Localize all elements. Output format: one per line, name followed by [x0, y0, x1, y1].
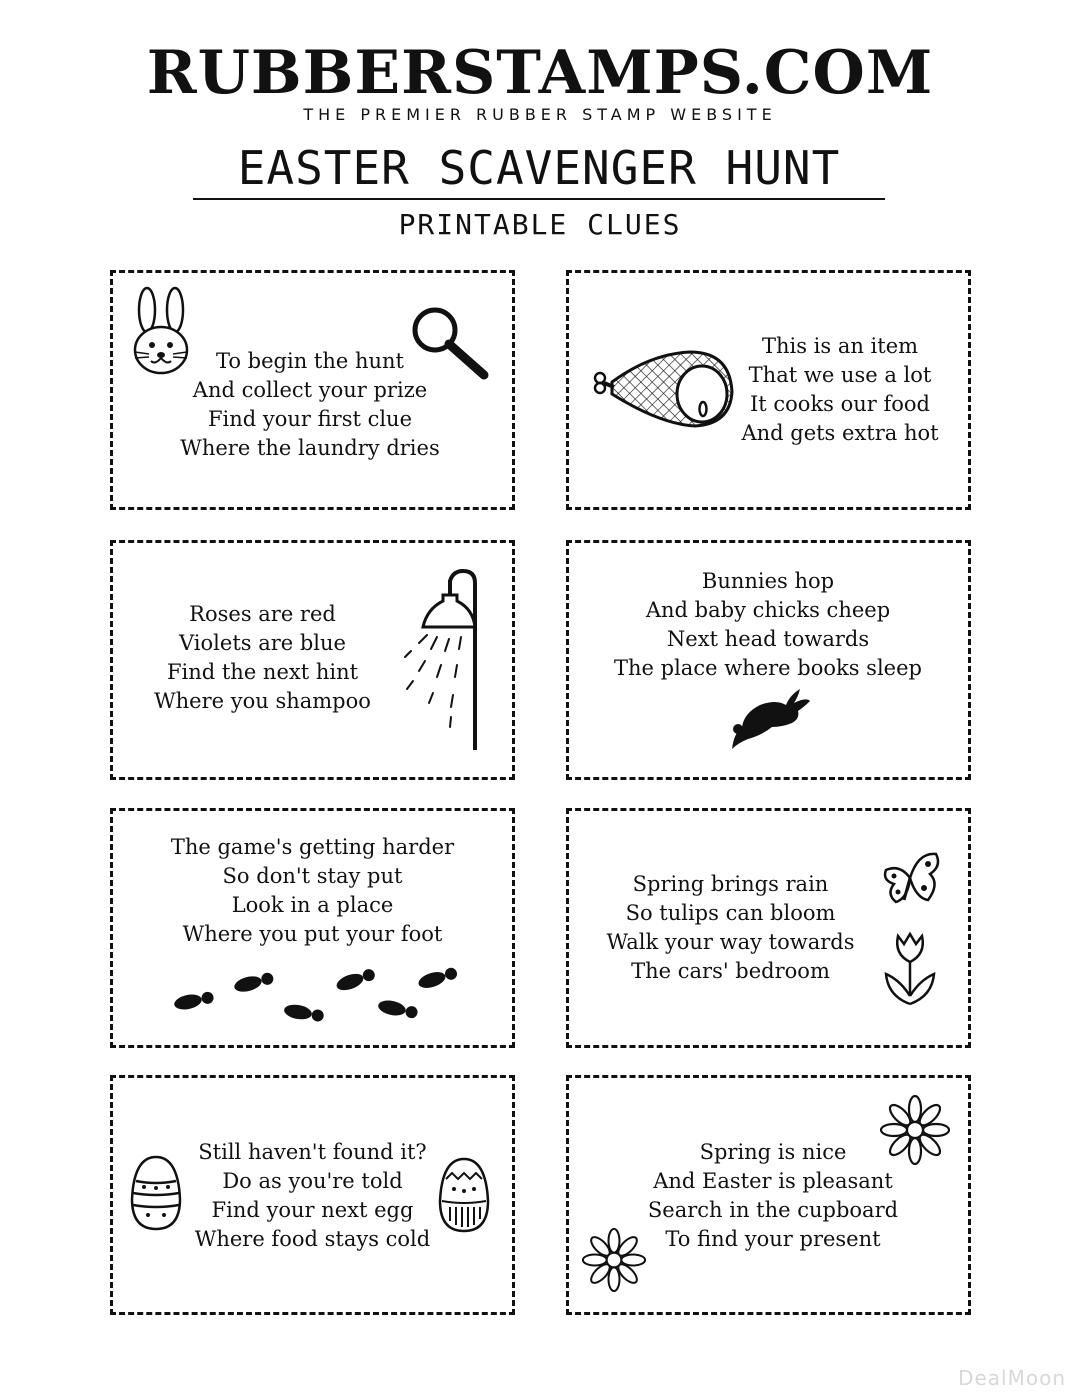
clue-line: Roses are red	[189, 602, 336, 626]
daisy-flower-icon	[582, 1228, 646, 1292]
clue-line: Where you put your foot	[182, 922, 443, 946]
clue-line: Where food stays cold	[194, 1227, 431, 1251]
clue-line: Walk your way towards	[606, 930, 855, 954]
easter-egg-striped-icon	[128, 1153, 184, 1233]
clue-line: The cars' bedroom	[631, 959, 830, 983]
shower-head-icon	[395, 565, 495, 755]
clue-line: Spring is nice	[699, 1140, 847, 1164]
butterfly-icon	[878, 848, 944, 910]
clue-line: Do as you're told	[222, 1169, 403, 1193]
clue-line: Where the laundry dries	[180, 436, 440, 460]
clue-line: Look in a place	[231, 893, 394, 917]
page-title: EASTER SCAVENGER HUNT	[193, 142, 885, 200]
clue-line: The place where books sleep	[614, 656, 922, 680]
daisy-flower-icon	[880, 1095, 950, 1165]
clue-line: And baby chicks cheep	[645, 598, 891, 622]
clue-line: And collect your prize	[192, 378, 428, 402]
clue-line: Next head towards	[666, 627, 870, 651]
clue-line: Find your first clue	[207, 407, 413, 431]
clue-text-8	[628, 1138, 918, 1254]
clue-line: Where you shampoo	[154, 689, 371, 713]
tulip-icon	[880, 930, 940, 1008]
clue-line: To begin the hunt	[215, 349, 404, 373]
clue-line: Find the next hint	[166, 660, 359, 684]
easter-egg-zigzag-icon	[436, 1155, 492, 1235]
clue-text-5	[150, 833, 475, 949]
clue-line: That we use a lot	[748, 363, 932, 387]
clue-line: So don't stay put	[222, 864, 403, 888]
hopping-rabbit-icon	[728, 683, 813, 753]
clue-line: The game's getting harder	[170, 835, 455, 859]
clue-text-7	[180, 1138, 445, 1254]
clue-line: It cooks our food	[749, 392, 931, 416]
clue-text-6	[598, 870, 863, 986]
clue-line: So tulips can bloom	[625, 901, 836, 925]
footprints-icon	[160, 962, 465, 1032]
clue-text-3	[140, 600, 385, 716]
clue-line: This is an item	[761, 334, 919, 358]
clue-text-2	[725, 332, 955, 448]
bunny-face-icon	[125, 285, 200, 380]
clue-line: And gets extra hot	[741, 421, 939, 445]
magnifying-glass-icon	[408, 303, 493, 383]
clue-line: Still haven't found it?	[198, 1140, 427, 1164]
clue-line: And Easter is pleasant	[653, 1169, 893, 1193]
clue-line: Violets are blue	[179, 631, 346, 655]
clue-line: Search in the cupboard	[647, 1198, 899, 1222]
clue-line: To find your present	[665, 1227, 881, 1251]
watermark: DealMoon	[958, 1366, 1066, 1390]
page-subtitle: PRINTABLE CLUES	[398, 208, 682, 241]
clue-text-4	[598, 567, 938, 683]
ham-icon	[590, 342, 740, 432]
brand-logo: RUBBERSTAMPS.COM	[146, 38, 934, 108]
brand-tagline: THE PREMIER RUBBER STAMP WEBSITE	[303, 105, 777, 124]
clue-line: Spring brings rain	[632, 872, 829, 896]
clue-line: Bunnies hop	[701, 569, 835, 593]
clue-line: Find your next egg	[211, 1198, 414, 1222]
